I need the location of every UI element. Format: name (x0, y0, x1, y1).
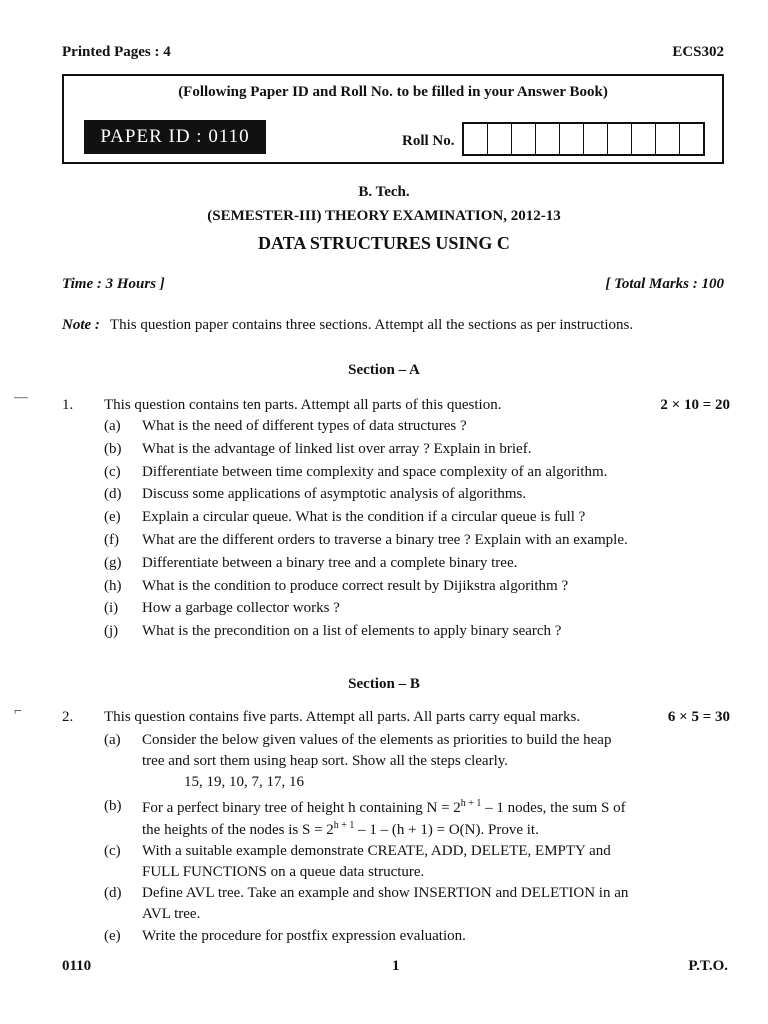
paper-id-box (62, 74, 724, 164)
roll-cell[interactable] (656, 124, 680, 154)
part-b-line-2: the heights of the nodes is $S = 2^{h + 1} - 1 - (h + 1) = O(N)$. Prove it. (142, 820, 539, 838)
page-number: 1 (392, 958, 400, 974)
part-label: (d) (104, 486, 122, 503)
part-label: (g) (104, 554, 122, 571)
part-label: (f) (104, 532, 119, 548)
question-2-number: 2. (62, 709, 74, 725)
note-row (62, 317, 633, 334)
question-1-number: 1. (62, 397, 74, 413)
pto-label: P.T.O. (688, 958, 728, 974)
subject-title: DATA STRUCTURES USING C (258, 233, 510, 253)
part-text: What is the advantage of linked list over array ? Explain in brief. (142, 440, 532, 457)
part-label: (e) (104, 509, 121, 526)
part-c-line-1: With a suitable example demonstrate CREATE, ADD, DELETE, EMPTY and (142, 843, 611, 859)
roll-cell[interactable] (488, 124, 512, 154)
question-2-marks: 6 × 5 = 30 (667, 709, 730, 725)
time-label: Time : 3 Hours ] (62, 276, 165, 292)
part-d-label: (d) (104, 885, 122, 901)
part-e-label: (e) (104, 928, 121, 944)
roll-cell[interactable] (464, 124, 488, 154)
part-text: What is the condition to produce correct result by Dijikstra algorithm ? (142, 577, 569, 594)
exam-title: (SEMESTER-III) THEORY EXAMINATION, 2012-13 (207, 208, 561, 224)
margin-mark: — (14, 390, 28, 405)
part-text: Discuss some applications of asymptotic analysis of algorithms. (142, 486, 527, 503)
roll-cell[interactable] (536, 124, 560, 154)
section-a-heading: Section – A (348, 362, 420, 378)
part-text: What is the precondition on a list of elements to apply binary search ? (142, 623, 562, 640)
part-text: Differentiate between time complexity and space complexity of an algorithm. (142, 463, 608, 480)
margin-mark: ⌐ (14, 704, 22, 719)
roll-cell[interactable] (608, 124, 632, 154)
part-c-line-2: FULL FUNCTIONS on a queue data structure. (142, 864, 425, 880)
question-1-marks: 2 × 10 = 20 (660, 397, 730, 413)
note-label: Note : (62, 317, 100, 333)
question-1-intro: This question contains ten parts. Attempt all parts of this question. (104, 397, 502, 413)
paper-code: ECS302 (672, 44, 724, 60)
printed-pages: Printed Pages : 4 (62, 44, 171, 60)
part-label: (b) (104, 440, 122, 457)
part-text: Explain a circular queue. What is the condition if a circular queue is full ? (142, 509, 586, 526)
roll-no-label: Roll No. (402, 133, 455, 149)
question-2-intro: This question contains five parts. Attempt all parts. All parts carry equal marks. (104, 709, 581, 725)
footer-code: 0110 (62, 958, 92, 974)
part-e-line-1: Write the procedure for postfix expression evaluation. (142, 928, 466, 944)
paper-id-label: PAPER ID : 0110 (84, 120, 266, 154)
part-text: What is the need of different types of data structures ? (142, 418, 467, 434)
part-label: (a) (104, 418, 121, 434)
part-b-line-1: For a perfect binary tree of height h containing $N = 2^{h + 1} - 1$ nodes, the sum S of (142, 798, 626, 816)
program-title: B. Tech. (358, 184, 410, 200)
part-c-label: (c) (104, 843, 121, 859)
part-d-line-1: Define AVL tree. Take an example and show INSERTION and DELETION in an (142, 885, 629, 901)
part-text: What are the different orders to traverse a binary tree ? Explain with an example. (142, 532, 628, 548)
roll-cell[interactable] (584, 124, 608, 154)
note-text: This question paper contains three sections. Attempt all the sections as per instructions. (109, 317, 634, 333)
roll-cell[interactable] (512, 124, 536, 154)
part-label: (j) (104, 623, 119, 640)
roll-no-boxes[interactable] (462, 122, 705, 156)
part-b-label: (b) (104, 798, 122, 814)
roll-cell[interactable] (560, 124, 584, 154)
part-a-line-2: tree and sort them using heap sort. Show all the steps clearly. (142, 753, 509, 769)
roll-cell[interactable] (680, 124, 703, 154)
part-a-values: 15, 19, 10, 7, 17, 16 (184, 774, 304, 790)
part-label: (h) (104, 577, 122, 594)
roll-cell[interactable] (632, 124, 656, 154)
part-d-line-2: AVL tree. (142, 906, 201, 922)
part-label: (c) (104, 463, 121, 480)
part-a-line-1: Consider the below given values of the elements as priorities to build the heap (142, 732, 612, 748)
total-marks-label: [ Total Marks : 100 (605, 276, 724, 292)
part-label: (i) (104, 600, 119, 617)
id-box-instruction: (Following Paper ID and Roll No. to be filled in your Answer Book) (178, 84, 608, 100)
part-a-label: (a) (104, 732, 121, 748)
part-text: How a garbage collector works ? (142, 600, 340, 617)
section-b-heading: Section – B (348, 676, 420, 692)
part-text: Differentiate between a binary tree and a complete binary tree. (142, 554, 518, 571)
